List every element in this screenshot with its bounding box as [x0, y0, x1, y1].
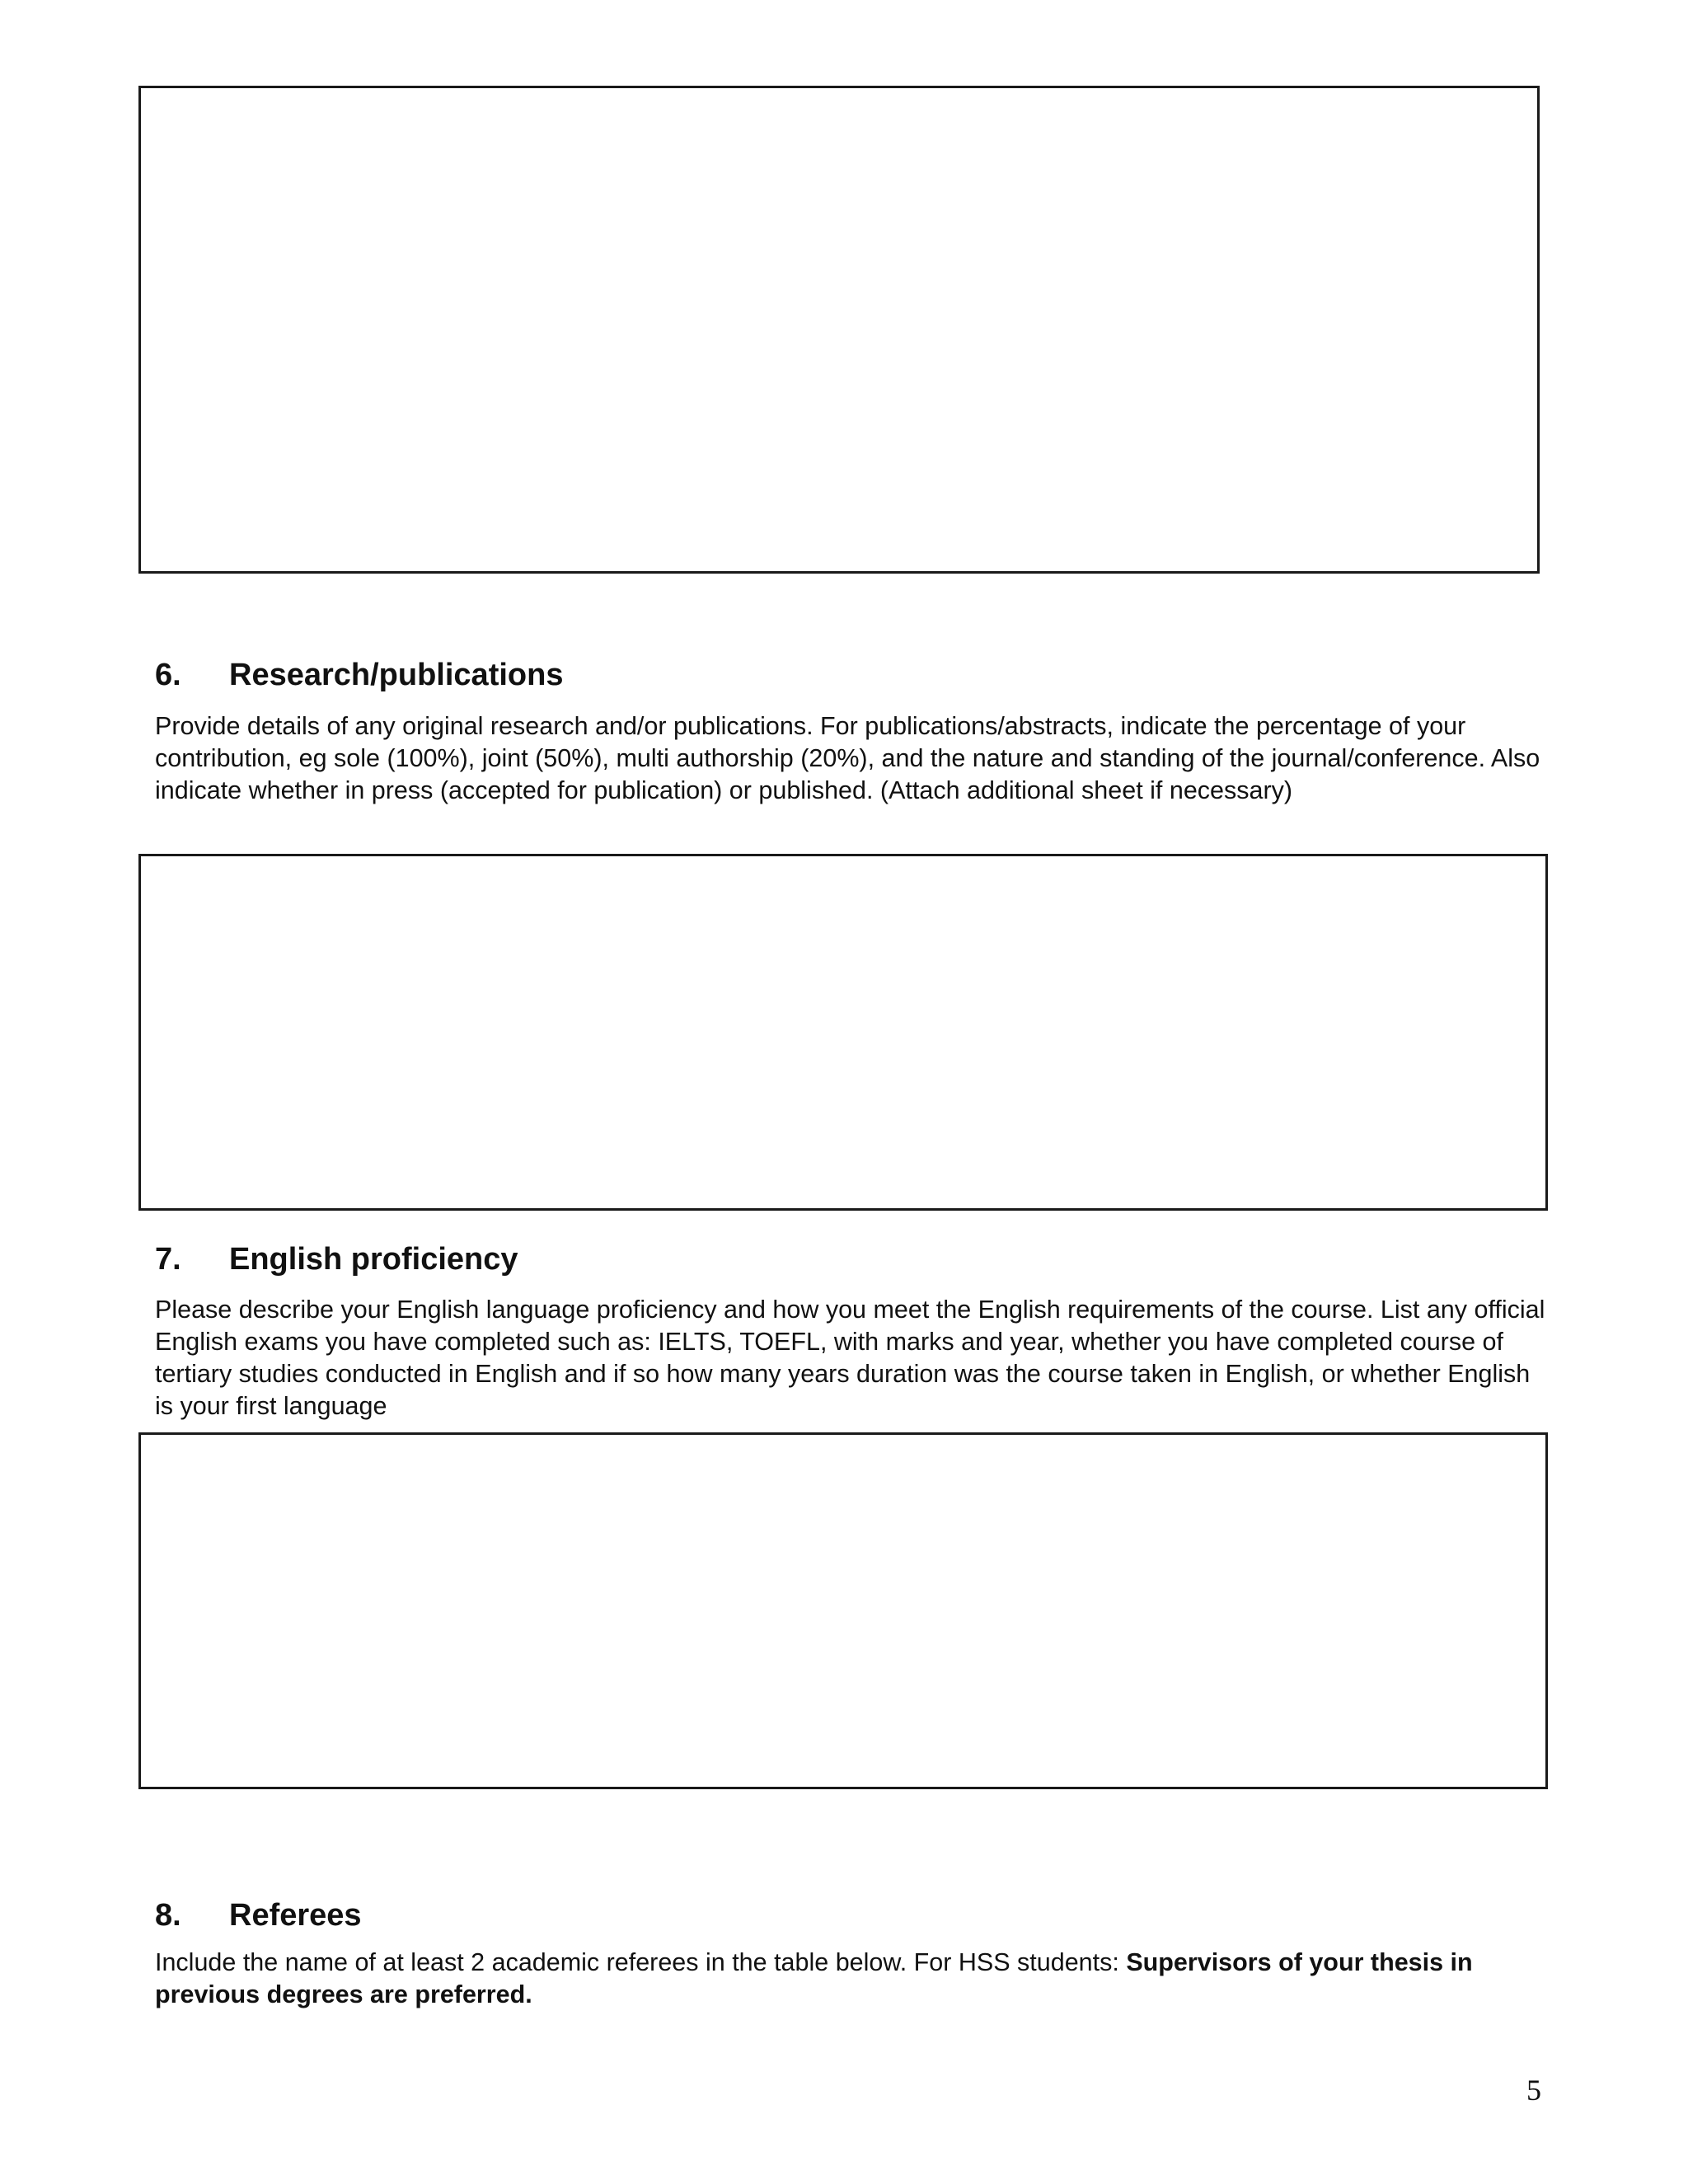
- section-8-title: Referees: [229, 1898, 362, 1933]
- section-7-heading: [155, 1240, 518, 1278]
- english-proficiency-answer-box[interactable]: [138, 1432, 1548, 1789]
- section-6-heading: [155, 656, 563, 694]
- page-number: 5: [1526, 2074, 1541, 2107]
- section-8-heading: [155, 1896, 362, 1934]
- section-8-description-bold: Supervisors of your thesis in previous degrees are preferred.: [155, 1948, 1473, 2008]
- section-8-description-text: Include the name of at least 2 academic referees in the table below. For HSS students:: [155, 1948, 1127, 1976]
- section-8-description: [155, 1947, 1523, 2011]
- section-7-number: 7.: [155, 1242, 181, 1277]
- previous-section-answer-box[interactable]: [138, 86, 1540, 574]
- section-7-title: English proficiency: [229, 1242, 518, 1277]
- section-6-number: 6.: [155, 658, 181, 692]
- section-8-number: 8.: [155, 1898, 181, 1933]
- section-7-description: Please describe your English language proficiency and how you meet the English requirements of the course. List any official English exams you have completed such as: IELTS, TOEFL, with marks and year, whether you have completed course of tertiary studies conducted in English and if so how many years duration was the course taken in English, or whether English is your first language: [155, 1296, 1545, 1420]
- section-6-description: Provide details of any original research and/or publications. For publications/abstracts, indicate the percentage of your contribution, eg sole (100%), joint (50%), multi authorship (20%), and the nature and standing of the journal/conference. Also indicate whether in press (accepted for publication) or published. (Attach additional sheet if necessary): [155, 712, 1540, 804]
- section-6-title: Research/publications: [229, 658, 564, 692]
- research-publications-answer-box[interactable]: [138, 854, 1548, 1211]
